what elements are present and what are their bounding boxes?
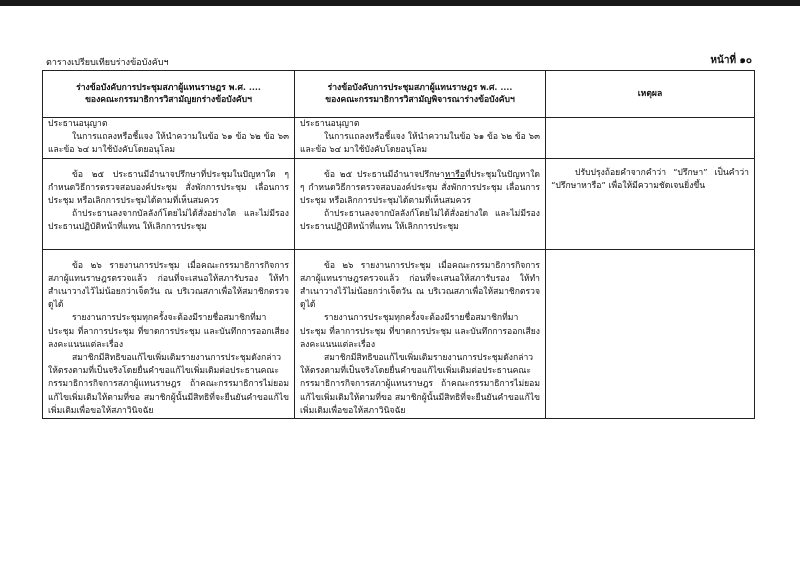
paragraph: ประธานอนุญาต: [300, 119, 360, 129]
reason-text: ปรับปรุงถ้อยคำจากคำว่า “ปรึกษา” เป็นคำว่า “ปรึกษาหารือ” เพื่อให้มีความชัดเจนยิ่งขึ้น: [551, 167, 749, 191]
paragraph: ข้อ ๒๖ รายงานการประชุม เมื่อคณะกรรมาธิการกิจการสภาผู้แทนราษฎรตรวจแล้ว ก่อนที่จะเสนอให้สภารับรอง ให้ทำสำเนาวางไว้ไม่น้อยกว่าเจ็ดวัน ณ บริเวณสภาเพื่อให้สมาชิกตรวจดูได้: [48, 260, 289, 311]
scan-top-edge: [0, 0, 800, 6]
table-header-row: [43, 71, 755, 118]
paragraph: ถ้าประธานลงจากบัลลังก์โดยไม่ได้สั่งอย่างใด และไม่มีรองประธานปฏิบัติหน้าที่แทน ให้เลิกการประชุม: [300, 209, 540, 233]
header-col1-line1: ร่างข้อบังคับการประชุมสภาผู้แทนราษฎร พ.ศ. ....: [76, 83, 261, 93]
row2-col2: [295, 158, 546, 249]
page-number: หน้าที่ ๑๐: [710, 55, 752, 66]
header-col2-line1: ร่างข้อบังคับการประชุมสภาผู้แทนราษฎร พ.ศ. ....: [327, 83, 513, 93]
header-col1-line2: ของคณะกรรมาธิการวิสามัญยกร่างข้อบังคับฯ: [85, 95, 252, 105]
paragraph: ข้อ ๒๕ ประธานมีอำนาจปรึกษาที่ประชุมในปัญหาใด ๆ กำหนดวิธีการตรวจสอบองค์ประชุม สั่งพักการประชุม เลื่อนการประชุม หรือเลิกการประชุมได้ตามที่เห็นสมควร: [48, 169, 289, 207]
paragraph: ข้อ ๒๖ รายงานการประชุม เมื่อคณะกรรมาธิการกิจการสภาผู้แทนราษฎรตรวจแล้ว ก่อนที่จะเสนอให้สภารับรอง ให้ทำสำเนาวางไว้ไม่น้อยกว่าเจ็ดวัน ณ บริเวณสภาเพื่อให้สมาชิกตรวจดูได้: [300, 260, 540, 311]
paragraph: สมาชิกมีสิทธิขอแก้ไขเพิ่มเติมรายงานการประชุมดังกล่าวให้ตรงตามที่เป็นจริงโดยยื่นคำขอแก้ไขเพิ่มเติมต่อประธานคณะกรรมาธิการกิจการสภาผู้แทนราษฎร ถ้าคณะกรรมาธิการไม่ยอมแก้ไขเพิ่มเติมให้ตามที่ขอ สมาชิกผู้นั้นมีสิทธิที่จะยืนยันคำขอแก้ไขเพิ่มเติมเพื่อขอให้สภาวินิจฉัย: [48, 353, 289, 416]
paragraph: รายงานการประชุมทุกครั้งจะต้องมีรายชื่อสมาชิกที่มาประชุม ที่ลาการประชุม ที่ขาดการประชุม และบันทึกการออกเสียงลงคะแนนแต่ละเรื่อง: [48, 313, 289, 350]
header-col-review-draft: [295, 71, 546, 118]
paragraph: ในการแถลงหรือชี้แจง ให้นำความในข้อ ๖๑ ข้อ ๖๒ ข้อ ๖๓ และข้อ ๖๔ มาใช้บังคับโดยอนุโลม: [48, 132, 289, 156]
paragraph: สมาชิกมีสิทธิขอแก้ไขเพิ่มเติมรายงานการประชุมดังกล่าวให้ตรงตามที่เป็นจริงโดยยื่นคำขอแก้ไขเพิ่มเติมต่อประธานคณะกรรมาธิการกิจการสภาผู้แทนราษฎร ถ้าคณะกรรมาธิการไม่ยอมแก้ไขเพิ่มเติมให้ตามที่ขอ สมาชิกผู้นั้นมีสิทธิที่จะยืนยันคำขอแก้ไขเพิ่มเติมเพื่อขอให้สภาวินิจฉัย: [300, 353, 540, 416]
header-col-committee-draft: [43, 71, 295, 118]
row3-col1: [43, 249, 295, 418]
row1-reason: [546, 118, 755, 159]
paragraph: ประธานอนุญาต: [48, 119, 108, 129]
paragraph-amended: [300, 169, 540, 209]
row2-col1: [43, 158, 295, 249]
header-col2-line2: ของคณะกรรมาธิการวิสามัญพิจารณาร่างข้อบังคับฯ: [325, 95, 515, 105]
document-title: ตารางเปรียบเทียบร่างข้อบังคับฯ: [46, 58, 169, 68]
row1-col1: [43, 118, 295, 159]
row3-col2: [295, 249, 546, 418]
paragraph: ในการแถลงหรือชี้แจง ให้นำความในข้อ ๖๑ ข้อ ๖๒ ข้อ ๖๓ และข้อ ๖๔ มาใช้บังคับโดยอนุโลม: [300, 132, 540, 156]
text-segment: ที่ประชุมในปัญหาใด ๆ กำหนดวิธีการตรวจสอบองค์ประชุม สั่งพักการประชุม เลื่อนการประชุม หรือเลิกการประชุมได้ตามที่เห็นสมควร: [300, 169, 540, 207]
header-col-reason: เหตุผล: [546, 71, 755, 118]
inserted-word: หารือ: [444, 169, 466, 180]
comparison-table: [42, 70, 755, 419]
paragraph: รายงานการประชุมทุกครั้งจะต้องมีรายชื่อสมาชิกที่มาประชุม ที่ลาการประชุม ที่ขาดการประชุม และบันทึกการออกเสียงลงคะแนนแต่ละเรื่อง: [300, 313, 540, 350]
text-segment: ข้อ ๒๕ ประธานมีอำนาจปรึกษา: [324, 169, 445, 180]
table-row: [43, 249, 755, 418]
paragraph: ถ้าประธานลงจากบัลลังก์โดยไม่ได้สั่งอย่างใด และไม่มีรองประธานปฏิบัติหน้าที่แทน ให้เลิกการประชุม: [48, 209, 289, 233]
row2-reason: [546, 158, 755, 249]
table-row: [43, 118, 755, 159]
row1-col2: [295, 118, 546, 159]
table-row: [43, 158, 755, 249]
row3-reason: [546, 249, 755, 418]
